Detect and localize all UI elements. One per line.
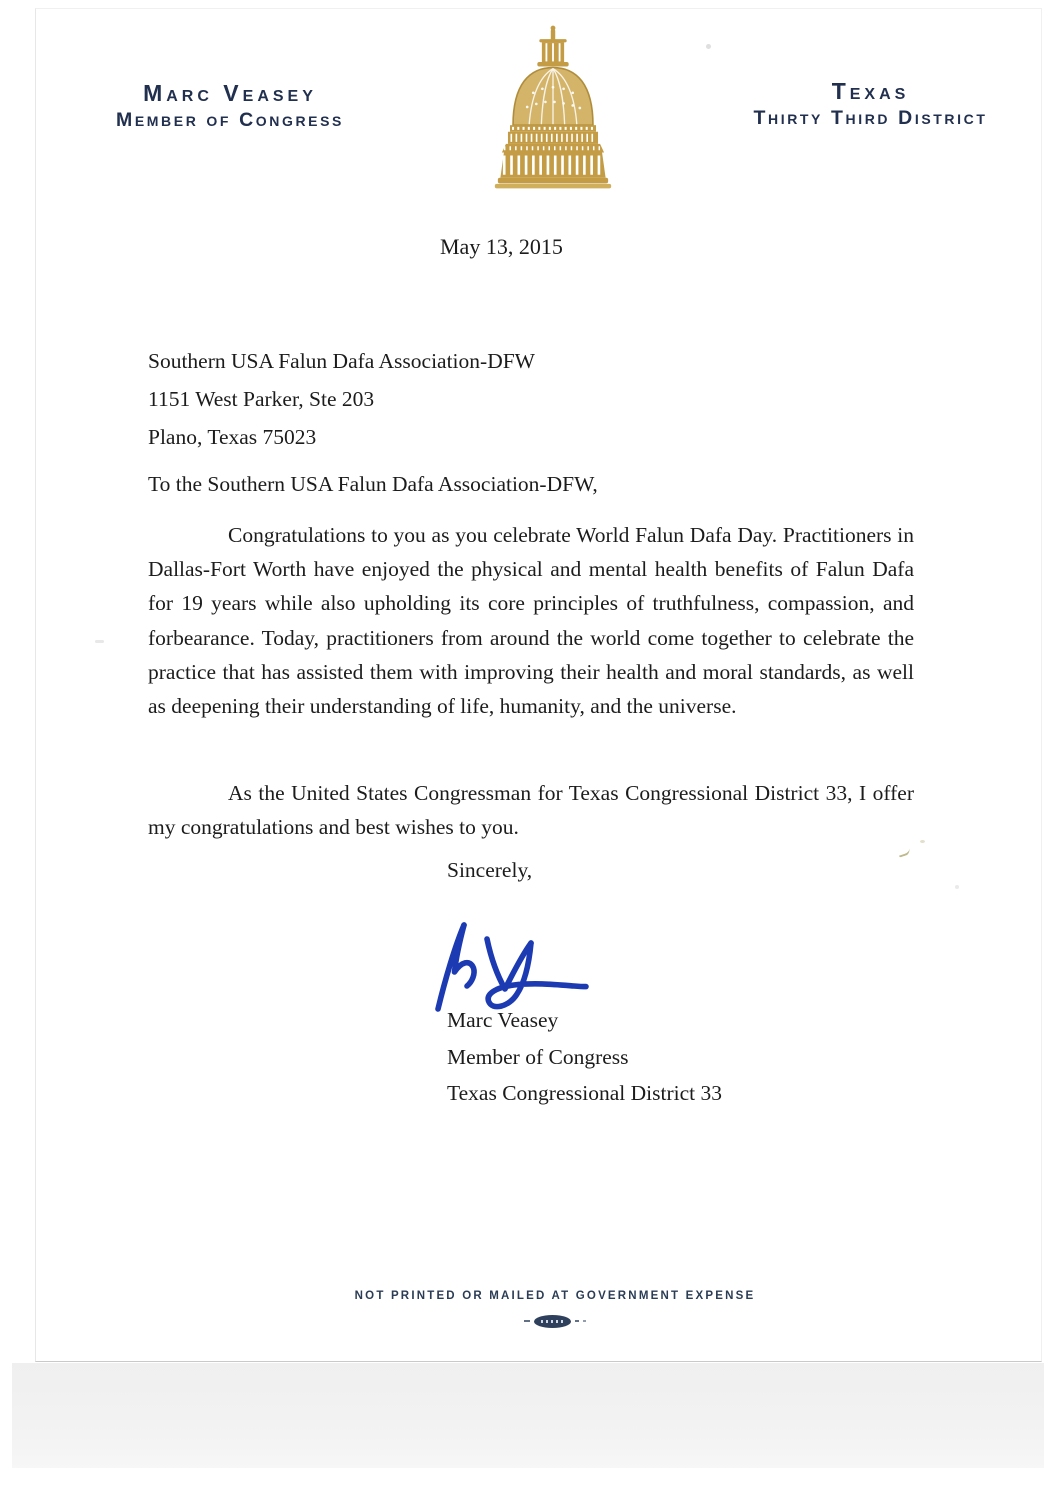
body-paragraph-2: As the United States Congressman for Texas Congressional District 33, I offer my congratulations and best wishes to you. [148,781,914,840]
scan-artifact-fleck [920,840,925,843]
signature-block [447,1002,722,1112]
footer-notice: NOT PRINTED OR MAILED AT GOVERNMENT EXPENSE [354,1290,756,1302]
handwritten-signature-icon [425,912,593,1012]
letter-date: May 13, 2015 [440,234,563,259]
scan-artifact-dot [706,44,711,49]
letterhead-right [738,78,1003,129]
salutation: To the Southern USA Falun Dafa Association-DFW, [148,472,598,496]
letterhead-left [105,80,355,131]
recipient-line-3: Plano, Texas 75023 [148,425,317,449]
body-paragraph-1: Congratulations to you as you celebrate World Falun Dafa Day. Practitioners in Dallas-Fort Worth have enjoyed the physical and mental health benefits of Falun Dafa for 19 years while also upholding its core principles of truthfulness, compassion, and forbearance. Today, practitioners from around the world come together to celebrate the practice that has assisted them with improving their health and moral standards, as well as deepening their understanding of life, humanity, and the universe. [148,523,914,719]
bug-dash-right-1 [575,1320,579,1322]
letterhead-role: Member of Congress [116,109,344,131]
capitol-dome-icon [494,24,612,196]
recipient-line-1: Southern USA Falun Dafa Association-DFW [148,349,535,373]
union-printers-bug-icon [60,1313,1050,1329]
recipient-address [148,342,535,456]
scan-artifact-dot-2 [955,885,959,889]
letterhead-state: Texas [831,78,910,104]
bug-oval [534,1315,571,1328]
signatory-district: Texas Congressional District 33 [447,1081,722,1105]
closing: Sincerely, [447,858,533,882]
letterhead-district: Thirty Third District [753,107,988,129]
scan-artifact-dash [95,640,104,643]
signatory-name: Marc Veasey [447,1008,559,1032]
letterhead-name: Marc Veasey [143,80,317,106]
scanner-bed-shadow [12,1363,1044,1468]
bug-dash-left [524,1320,530,1322]
bug-dash-right-2 [583,1320,586,1322]
recipient-line-2: 1151 West Parker, Ste 203 [148,387,375,411]
signatory-title: Member of Congress [447,1044,629,1069]
